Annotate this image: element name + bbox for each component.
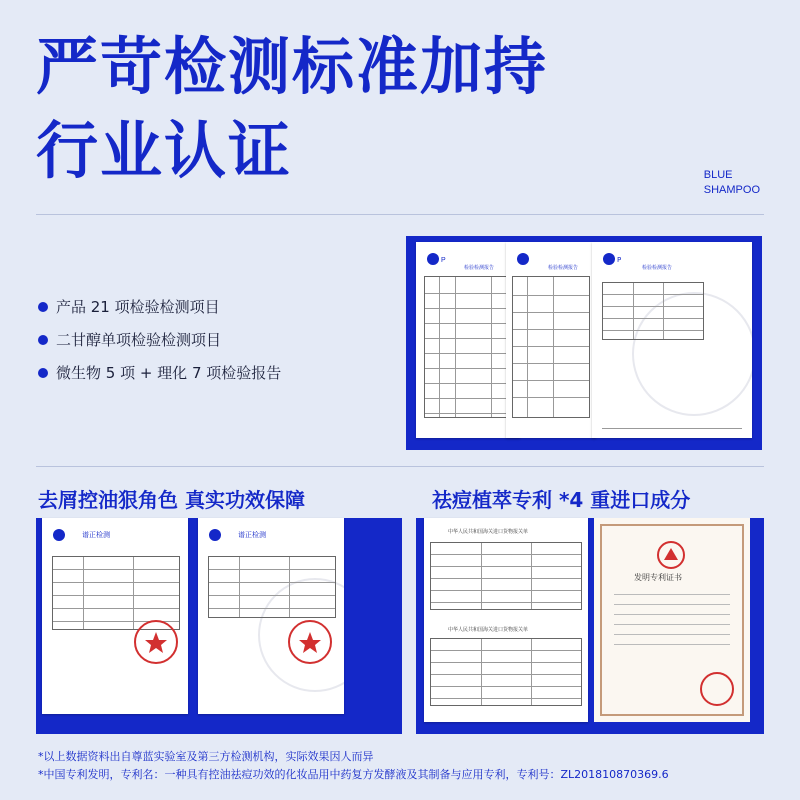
lab-logo-icon bbox=[52, 528, 78, 542]
report-table bbox=[602, 282, 704, 340]
section-left-title: 去屑控油狠角色 真实功效保障 bbox=[38, 488, 305, 512]
report-document-1 bbox=[416, 242, 520, 438]
bullet-text: 二甘醇单项检验检测项目 bbox=[56, 331, 222, 349]
bullet-text: 产品 21 项检验检测项目 bbox=[56, 298, 220, 316]
bullet-text: 微生物 5 项 + 理化 7 项检验报告 bbox=[56, 364, 282, 382]
lab-logo-icon bbox=[516, 252, 542, 266]
lab-name: 谱正检测 bbox=[82, 531, 110, 539]
efficacy-panel bbox=[36, 518, 402, 734]
bullet-dot-icon bbox=[38, 302, 48, 312]
footnote-1: *以上数据资料出自尊蓝实验室及第三方检测机构，实际效果因人而异 bbox=[38, 750, 374, 763]
report-table bbox=[424, 276, 512, 418]
bullet-item bbox=[38, 323, 281, 356]
bullet-dot-icon bbox=[38, 335, 48, 345]
brand-line1: BLUE bbox=[703, 169, 733, 181]
footnote-2: *中国专利发明，专利名：一种具有控油祛痘功效的化妆品用中药复方发酵液及其制备与应用专利，专利号：ZL201810870369.6 bbox=[38, 768, 669, 781]
patent-certificate bbox=[594, 518, 750, 722]
efficacy-report-1 bbox=[42, 518, 188, 714]
lab-logo-icon bbox=[602, 252, 628, 266]
bullet-item bbox=[38, 356, 281, 389]
reports-panel bbox=[406, 236, 762, 450]
page-title-line2: 行业认证 bbox=[36, 114, 293, 187]
report-title: 检验检测报告 bbox=[548, 265, 579, 271]
middle-divider bbox=[36, 466, 764, 467]
patent-panel bbox=[416, 518, 764, 734]
report-table bbox=[208, 556, 336, 618]
report-document-3 bbox=[592, 242, 752, 438]
report-title: 检验检测报告 bbox=[642, 265, 673, 271]
patent-emblem-icon bbox=[656, 540, 686, 570]
customs-table-top bbox=[430, 542, 582, 610]
customs-declaration bbox=[424, 518, 588, 722]
report-title: 检验检测报告 bbox=[464, 265, 495, 271]
brand-mark bbox=[704, 168, 760, 198]
lab-name: 谱正检测 bbox=[238, 531, 266, 539]
lab-logo-icon bbox=[426, 252, 452, 266]
section-right-title: 祛痘植萃专利 *4 重进口成分 bbox=[432, 488, 691, 512]
red-stamp-icon bbox=[134, 620, 178, 664]
customs-title: 中华人民共和国海关进口货物报关单 bbox=[448, 627, 529, 633]
page-title-line1: 严苛检测标准加持 bbox=[36, 30, 549, 103]
customs-table-bottom bbox=[430, 638, 582, 706]
svg-text:P: P bbox=[441, 257, 446, 264]
patent-title: 发明专利证书 bbox=[634, 573, 682, 582]
customs-title: 中华人民共和国海关进口货物报关单 bbox=[448, 529, 529, 535]
top-divider bbox=[36, 214, 764, 215]
efficacy-report-2 bbox=[198, 518, 344, 714]
report-document-2 bbox=[506, 242, 596, 438]
svg-text:P: P bbox=[617, 256, 622, 264]
report-table bbox=[512, 276, 590, 418]
bullet-dot-icon bbox=[38, 368, 48, 378]
bullet-item bbox=[38, 290, 281, 323]
red-stamp-icon bbox=[288, 620, 332, 664]
report-table bbox=[52, 556, 180, 630]
bullet-list bbox=[38, 290, 281, 389]
brand-line2: SHAMPOO bbox=[703, 184, 760, 196]
red-stamp-icon bbox=[700, 672, 734, 706]
lab-logo-icon bbox=[208, 528, 234, 542]
